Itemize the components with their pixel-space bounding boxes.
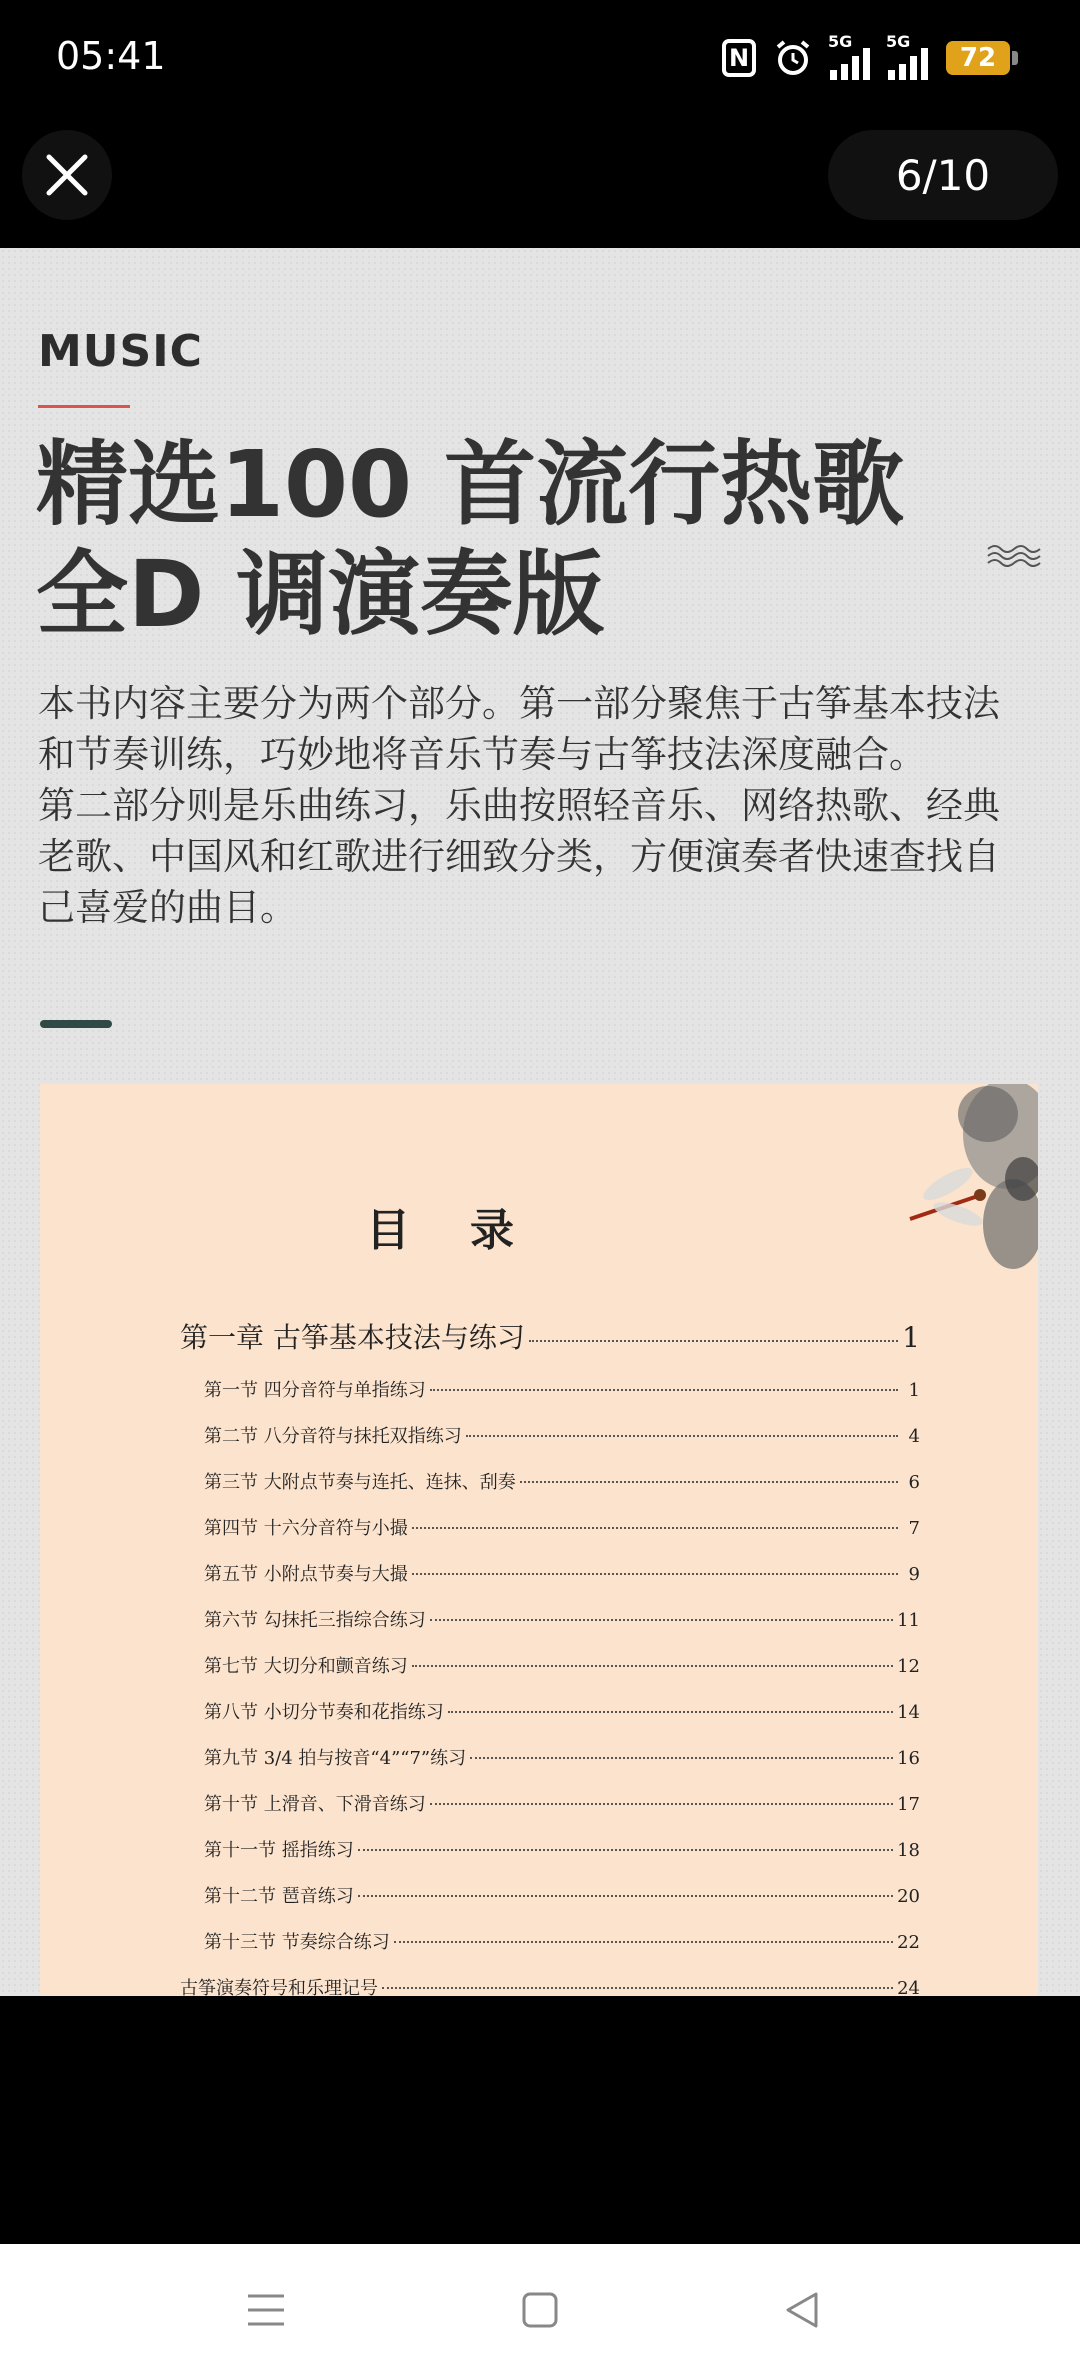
toc-row xyxy=(204,1928,920,1974)
toc-row-name: 第八节 小切分节奏和花指练习 xyxy=(204,1702,444,1723)
toc-row-page: 20 xyxy=(897,1886,920,1907)
toc-chapter-page: 1 xyxy=(902,1321,920,1354)
toc-row-page: 12 xyxy=(897,1656,920,1677)
toc-row xyxy=(204,1744,920,1790)
menu-icon xyxy=(244,2290,288,2330)
toc-row xyxy=(204,1790,920,1836)
toc-row-page: 6 xyxy=(908,1472,920,1493)
home-button[interactable] xyxy=(514,2284,566,2336)
toc-row-name: 第四节 十六分音符与小撮 xyxy=(204,1518,408,1539)
signal-label: 5G xyxy=(886,32,911,51)
divider-line xyxy=(40,1020,112,1028)
toc-row-name: 第十三节 节奏综合练习 xyxy=(204,1932,390,1953)
toc-row-name: 古筝演奏符号和乐理记号 xyxy=(180,1978,378,1996)
viewer-bar xyxy=(0,118,1080,248)
description-paragraph: 本书内容主要分为两个部分。第一部分聚焦于古筝基本技法和节奏训练，巧妙地将音乐节奏与古筝技法深度融合。 xyxy=(38,682,1000,776)
back-icon xyxy=(782,2290,822,2330)
toc-row xyxy=(204,1652,920,1698)
close-icon xyxy=(45,153,89,197)
image-counter: 6/10 xyxy=(828,130,1058,220)
title-line-1: 精选100 首流行热歌 xyxy=(36,431,905,538)
status-bar xyxy=(0,0,1080,118)
toc-row xyxy=(204,1836,920,1882)
wave-icon xyxy=(986,543,1042,567)
table-of-contents xyxy=(40,1084,1038,1996)
toc-row-name: 第一节 四分音符与单指练习 xyxy=(204,1380,426,1401)
toc-chapter xyxy=(180,1316,920,1372)
navigation-bar xyxy=(0,2244,1080,2376)
toc-row-name: 第十二节 琶音练习 xyxy=(204,1886,354,1907)
toc-row-name: 第七节 大切分和颤音练习 xyxy=(204,1656,408,1677)
accent-line xyxy=(38,405,130,408)
toc-row-page: 17 xyxy=(897,1794,920,1815)
toc-row-name: 第十节 上滑音、下滑音练习 xyxy=(204,1794,426,1815)
status-time: 05:41 xyxy=(56,34,166,78)
signal-icon xyxy=(828,32,870,80)
battery-level: 72 xyxy=(959,43,997,73)
close-button[interactable] xyxy=(22,130,112,220)
toc-row xyxy=(204,1468,920,1514)
toc-row-name: 第九节 3/4 拍与按音“4”“7”练习 xyxy=(204,1748,467,1769)
toc-row-page: 22 xyxy=(897,1932,920,1953)
toc-row xyxy=(180,1974,920,1996)
nfc-icon: N xyxy=(722,39,756,77)
toc-row-page: 4 xyxy=(908,1426,920,1447)
toc-title: 目录 xyxy=(366,1205,574,1256)
toc-row xyxy=(204,1606,920,1652)
back-button[interactable] xyxy=(776,2284,828,2336)
toc-row-page: 16 xyxy=(897,1748,920,1769)
toc-row-page: 24 xyxy=(897,1978,920,1996)
signal-icon xyxy=(886,32,928,80)
toc-chapter-name: 第一章 古筝基本技法与练习 xyxy=(180,1321,525,1354)
toc-row xyxy=(204,1560,920,1606)
toc-row-name: 第六节 勾抹托三指综合练习 xyxy=(204,1610,426,1631)
toc-row-name: 第三节 大附点节奏与连托、连抹、刮奏 xyxy=(204,1472,516,1493)
toc-row xyxy=(204,1514,920,1560)
battery-icon xyxy=(946,41,1010,75)
book-title xyxy=(36,430,996,650)
dragonfly-flower-illustration xyxy=(908,1084,1038,1294)
status-icons xyxy=(722,32,1010,80)
toc-list xyxy=(180,1316,920,1996)
music-label: MUSIC xyxy=(38,326,203,377)
toc-row-page: 1 xyxy=(908,1380,920,1401)
toc-row-page: 14 xyxy=(897,1702,920,1723)
toc-row-name: 第二节 八分音符与抹托双指练习 xyxy=(204,1426,462,1447)
menu-button[interactable] xyxy=(240,2284,292,2336)
home-icon xyxy=(520,2290,560,2330)
toc-row-name: 第五节 小附点节奏与大撮 xyxy=(204,1564,408,1585)
toc-row-page: 11 xyxy=(897,1610,920,1631)
toc-row-page: 7 xyxy=(908,1518,920,1539)
book-description xyxy=(38,678,1018,933)
toc-row-page: 9 xyxy=(908,1564,920,1585)
signal-label: 5G xyxy=(828,32,853,51)
toc-row-page: 18 xyxy=(897,1840,920,1861)
alarm-icon xyxy=(774,39,812,77)
toc-row xyxy=(204,1376,920,1422)
toc-row xyxy=(204,1422,920,1468)
viewed-image[interactable] xyxy=(0,248,1080,1996)
toc-row xyxy=(204,1882,920,1928)
toc-row-name: 第十一节 摇指练习 xyxy=(204,1840,354,1861)
description-paragraph: 第二部分则是乐曲练习，乐曲按照轻音乐、网络热歌、经典老歌、中国风和红歌进行细致分类，方便演奏者快速查找自己喜爱的曲目。 xyxy=(38,784,1000,929)
title-line-2: 全D 调演奏版 xyxy=(36,541,605,648)
toc-row xyxy=(204,1698,920,1744)
